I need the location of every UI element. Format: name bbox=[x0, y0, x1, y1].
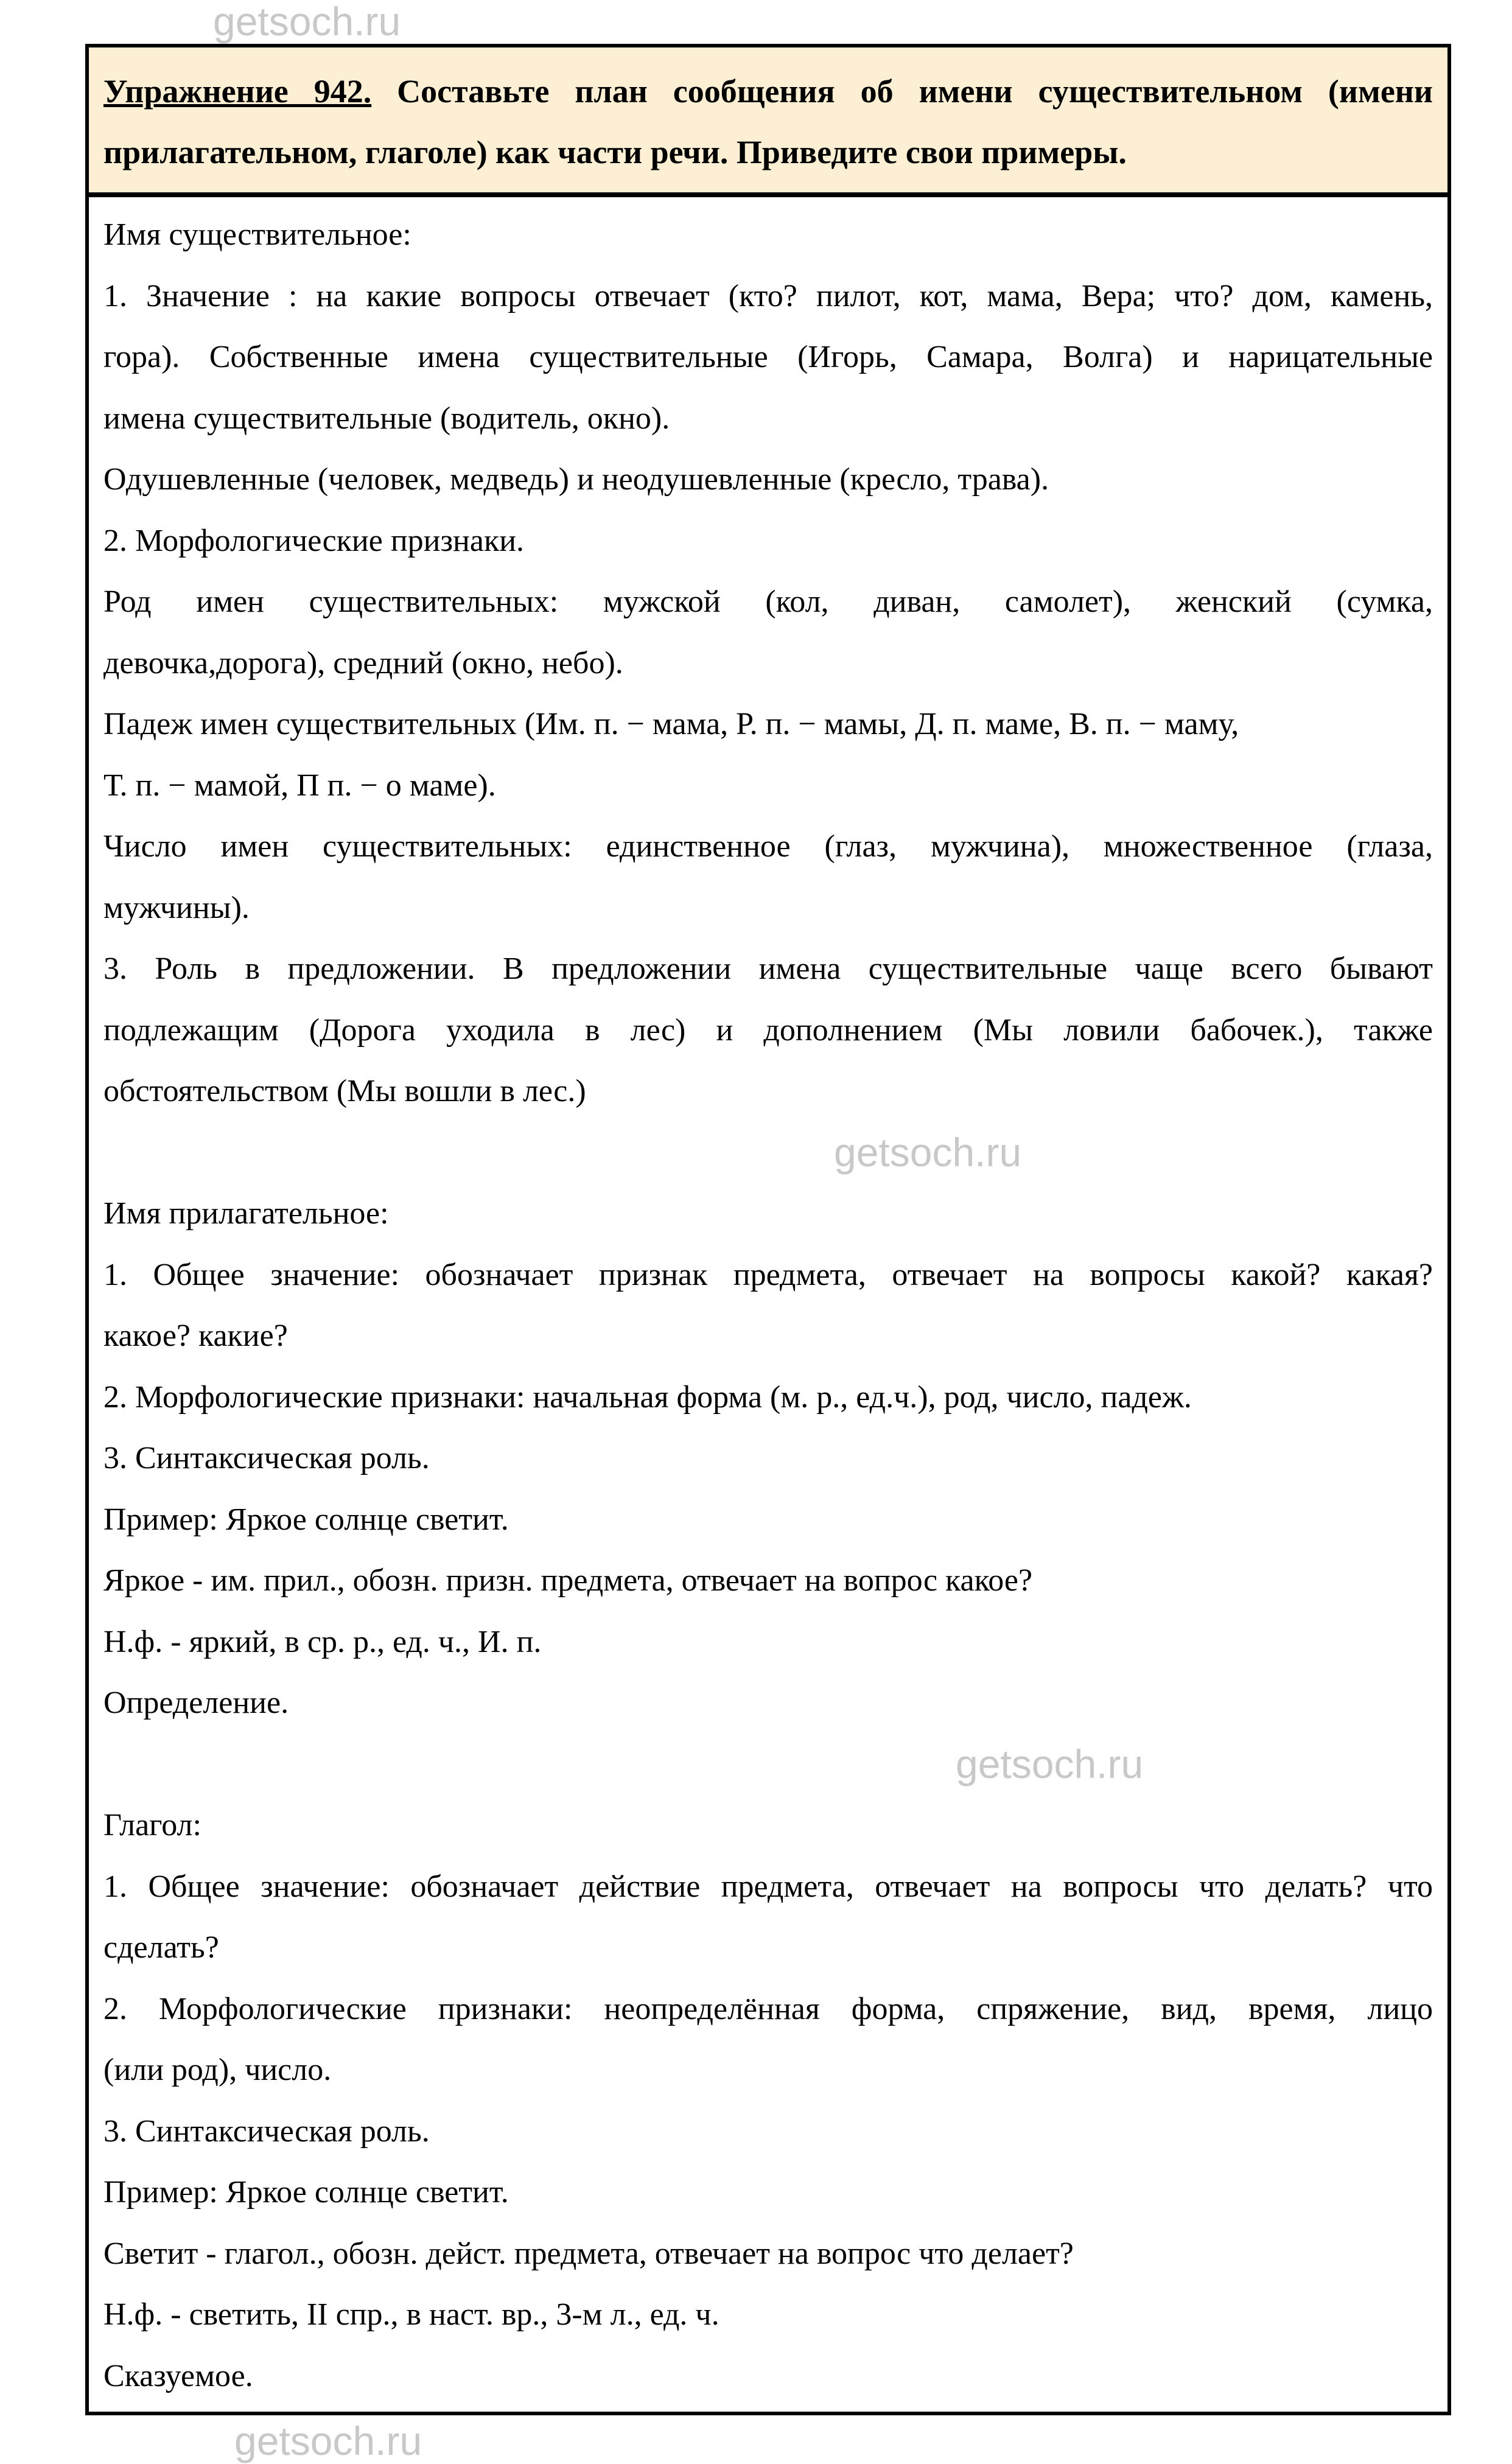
verb-line: сделать? bbox=[103, 1930, 219, 1965]
verb-line: Пример: Яркое солнце светит. bbox=[103, 2175, 509, 2210]
watermark: getsoch.ru bbox=[213, 0, 401, 44]
verb-line: 1. Общее значение: обозначает действие предмета, отвечает на вопросы что делать? что bbox=[103, 1869, 1433, 1904]
adjective-line: какое? какие? bbox=[103, 1318, 288, 1353]
verb-line: Светит - глагол., обозн. дейст. предмета, отвечает на вопрос что делает? bbox=[103, 2236, 1074, 2271]
exercise-header bbox=[89, 47, 1447, 197]
noun-line: 1. Значение : на какие вопросы отвечает (кто? пилот, кот, мама, Вера; что? дом, камень, bbox=[103, 278, 1433, 313]
section-title-noun: Имя существительное: bbox=[103, 217, 411, 252]
adjective-line: Определение. bbox=[103, 1685, 289, 1720]
section-title-adjective: Имя прилагательное: bbox=[103, 1196, 389, 1231]
adjective-line: Пример: Яркое солнце светит. bbox=[103, 1502, 509, 1537]
noun-line: Падеж имен существительных (Им. п. − мама, Р. п. − мамы, Д. п. маме, В. п. − маму, bbox=[103, 707, 1239, 741]
adjective-line: 3. Синтаксическая роль. bbox=[103, 1441, 430, 1475]
noun-line: Т. п. − мамой, П п. − о маме). bbox=[103, 768, 496, 803]
exercise-box bbox=[85, 44, 1451, 2415]
spacer bbox=[103, 1122, 1433, 1184]
exercise-task: Составьте план сообщения об имени существительном (имени прилагательном, глаголе) как части речи. Приведите свои примеры. bbox=[103, 73, 1433, 170]
spacer bbox=[103, 1734, 1433, 1796]
exercise-number: Упражнение 942. bbox=[103, 73, 372, 110]
noun-line: гора). Собственные имена существительные (Игорь, Самара, Волга) и нарицательные bbox=[103, 340, 1433, 374]
adjective-line: Яркое - им. прил., обозн. призн. предмета, отвечает на вопрос какое? bbox=[103, 1563, 1033, 1598]
verb-line: (или род), число. bbox=[103, 2053, 332, 2087]
noun-line: Число имен существительных: единственное (глаз, мужчина), множественное (глаза, bbox=[103, 829, 1433, 864]
section-title-verb: Глагол: bbox=[103, 1808, 201, 1843]
noun-line: девочка,дорога), средний (окно, небо). bbox=[103, 645, 623, 681]
adjective-line: 2. Морфологические признаки: начальная форма (м. р., ед.ч.), род, число, падеж. bbox=[103, 1379, 1192, 1415]
watermark: getsoch.ru bbox=[834, 1129, 1022, 1175]
verb-line: 2. Морфологические признаки: неопределённая форма, спряжение, вид, время, лицо bbox=[103, 1991, 1433, 2026]
watermark: getsoch.ru bbox=[956, 1741, 1144, 1787]
noun-line: 2. Морфологические признаки. bbox=[103, 523, 525, 558]
adjective-line: Н.ф. - яркий, в ср. р., ед. ч., И. п. bbox=[103, 1624, 542, 1659]
noun-line: Род имен существительных: мужской (кол, диван, самолет), женский (сумка, bbox=[103, 584, 1433, 619]
watermark: getsoch.ru bbox=[234, 2418, 422, 2463]
noun-line: мужчины). bbox=[103, 890, 250, 925]
noun-line: подлежащим (Дорога уходила в лес) и дополнением (Мы ловили бабочек.), также bbox=[103, 1012, 1433, 1048]
noun-line: имена существительные (водитель, окно). bbox=[103, 401, 670, 436]
noun-line: обстоятельством (Мы вошли в лес.) bbox=[103, 1074, 586, 1108]
verb-line: 3. Синтаксическая роль. bbox=[103, 2113, 430, 2149]
answer-content bbox=[89, 197, 1447, 2407]
noun-line: 3. Роль в предложении. В предложении имена существительные чаще всего бывают bbox=[103, 951, 1433, 986]
verb-line: Сказуемое. bbox=[103, 2358, 253, 2393]
noun-line: Одушевленные (человек, медведь) и неодушевленные (кресло, трава). bbox=[103, 462, 1049, 497]
verb-line: Н.ф. - светить, II спр., в наст. вр., 3-м л., ед. ч. bbox=[103, 2297, 719, 2332]
adjective-line: 1. Общее значение: обозначает признак предмета, отвечает на вопросы какой? какая? bbox=[103, 1257, 1433, 1292]
